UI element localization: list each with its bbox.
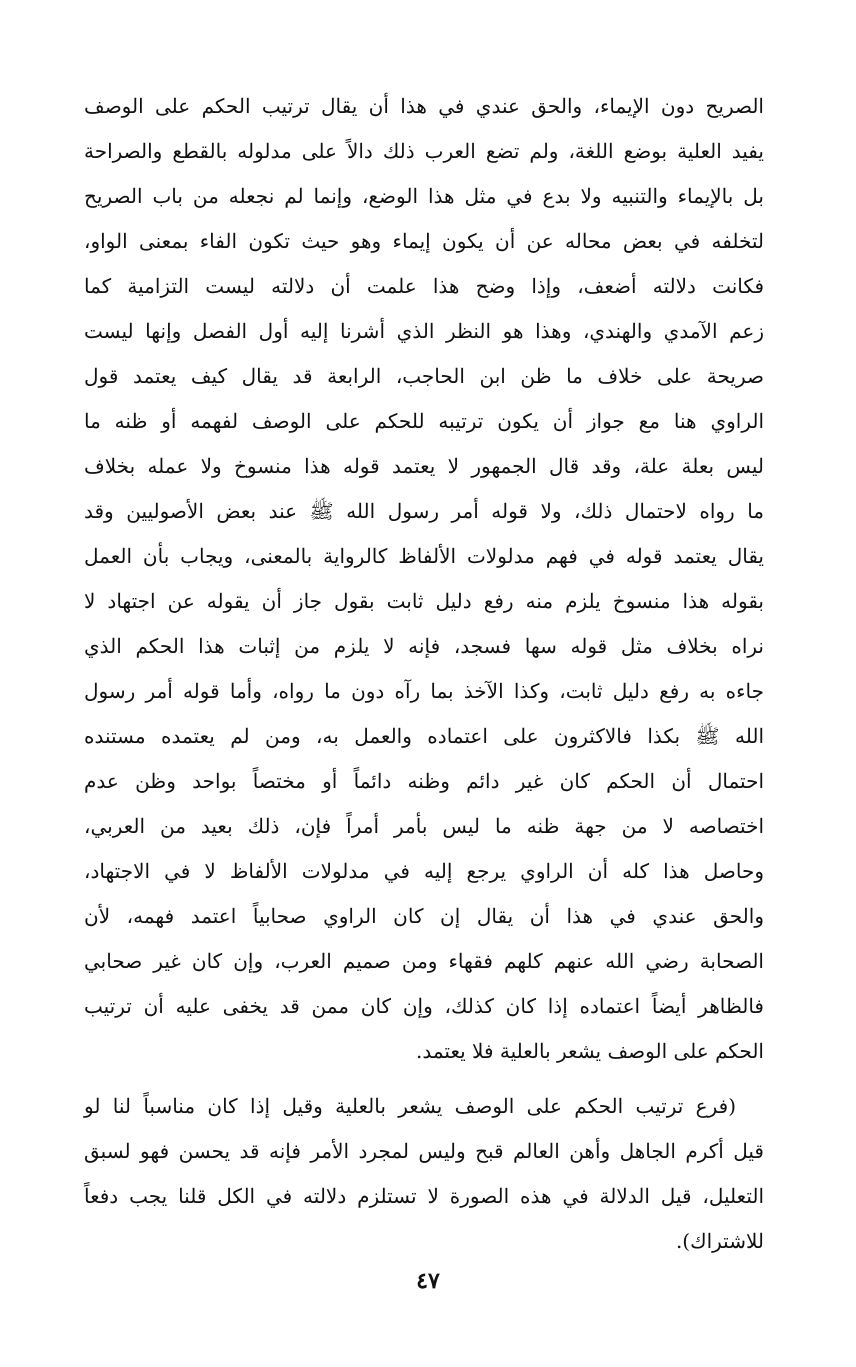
text-line: (فرع ترتيب الحكم على الوصف يشعر بالعلية وقيل إذا كان مناسباً لنا لو	[84, 1094, 736, 1118]
text-line: الصريح دون الإيماء، والحق عندي في هذا أن يقال ترتيب الحكم على الوصف	[84, 94, 764, 118]
text-line: فكانت دلالته أضعف، وإذا وضح هذا علمت أن دلالته ليست التزامية كما	[84, 274, 764, 298]
text-line: فالظاهر أيضاً اعتماده إذا كان كذلك، وإن كان ممن قد يخفى عليه أن ترتيب	[84, 994, 764, 1018]
text-line: زعم الآمدي والهندي، وهذا هو النظر الذي أشرنا إليه أول الفصل وإنها ليست	[84, 319, 764, 343]
text-line: قيل أكرم الجاهل وأهن العالم قبح وليس لمجرد الأمر فإنه قد يحسن فهو لسبق	[84, 1139, 764, 1163]
text-line: الحكم على الوصف يشعر بالعلية فلا يعتمد.	[416, 1039, 764, 1063]
text-line: بل بالإيماء والتنبيه ولا بدع في مثل هذا الوضع، وإنما لم نجعله من باب الصريح	[84, 184, 764, 208]
page-number: ٤٧	[416, 1268, 440, 1294]
text-line: للاشتراك).	[675, 1229, 764, 1253]
paragraph-gap	[84, 1074, 764, 1084]
text-line: التعليل، قيل الدلالة في هذه الصورة لا تستلزم دلالته في الكل قلنا يجب دفعاً	[84, 1184, 764, 1208]
text-line: يفيد العلية بوضع اللغة، ولم تضع العرب ذلك دالاً على مدلوله بالقطع والصراحة	[84, 139, 764, 163]
text-line: والحق عندي في هذا أن يقال إن كان الراوي صحابياً اعتمد فهمه، لأن	[84, 904, 764, 928]
text-line: نراه بخلاف مثل قوله سها فسجد، فإنه لا يلزم من إثبات هذا الحكم الذي	[84, 634, 764, 658]
text-line: الله ﷺ بكذا فالاكثرون على اعتماده والعمل به، ومن لم يعتمده مستنده	[84, 724, 764, 748]
text-line: اختصاصه لا من جهة ظنه ما ليس بأمر أمراً فإن، ذلك بعيد من العربي،	[84, 814, 764, 838]
paragraph-2	[84, 1084, 764, 1264]
text-line: يقال يعتمد قوله في فهم مدلولات الألفاظ كالرواية بالمعنى، ويجاب بأن العمل	[84, 544, 764, 568]
text-line: وحاصل هذا كله أن الراوي يرجع إليه في مدلولات الألفاظ لا في الاجتهاد،	[84, 859, 764, 883]
text-line: بقوله هذا منسوخ يلزم منه رفع دليل ثابت بقول جاز أن يقوله عن اجتهاد لا	[84, 589, 764, 613]
text-line: جاءه به رفع دليل ثابت، وكذا الآخذ بما رآه دون ما رواه، وأما قوله أمر رسول	[84, 679, 764, 703]
text-line: الصحابة رضي الله عنهم كلهم فقهاء ومن صميم العرب، وإن كان غير صحابي	[84, 949, 764, 973]
text-line: احتمال أن الحكم كان غير دائم وظنه دائماً أو مختصاً بواحد وظن عدم	[84, 769, 764, 793]
main-text	[84, 84, 764, 1264]
text-line: الراوي هنا مع جواز أن يكون ترتيبه للحكم على الوصف لفهمه أو ظنه ما	[84, 409, 764, 433]
text-line: ليس بعلة علة، وقد قال الجمهور لا يعتمد قوله هذا منسوخ ولا عمله بخلاف	[84, 454, 764, 478]
paragraph-1	[84, 84, 764, 1074]
text-line: صريحة على خلاف ما ظن ابن الحاجب، الرابعة قد يقال كيف يعتمد قول	[84, 364, 764, 388]
text-line: لتخلفه في بعض محاله عن أن يكون إيماء وهو حيث تكون الفاء بمعنى الواو،	[84, 229, 764, 253]
text-line: ما رواه لاحتمال ذلك، ولا قوله أمر رسول الله ﷺ عند بعض الأصوليين وقد	[84, 499, 764, 523]
